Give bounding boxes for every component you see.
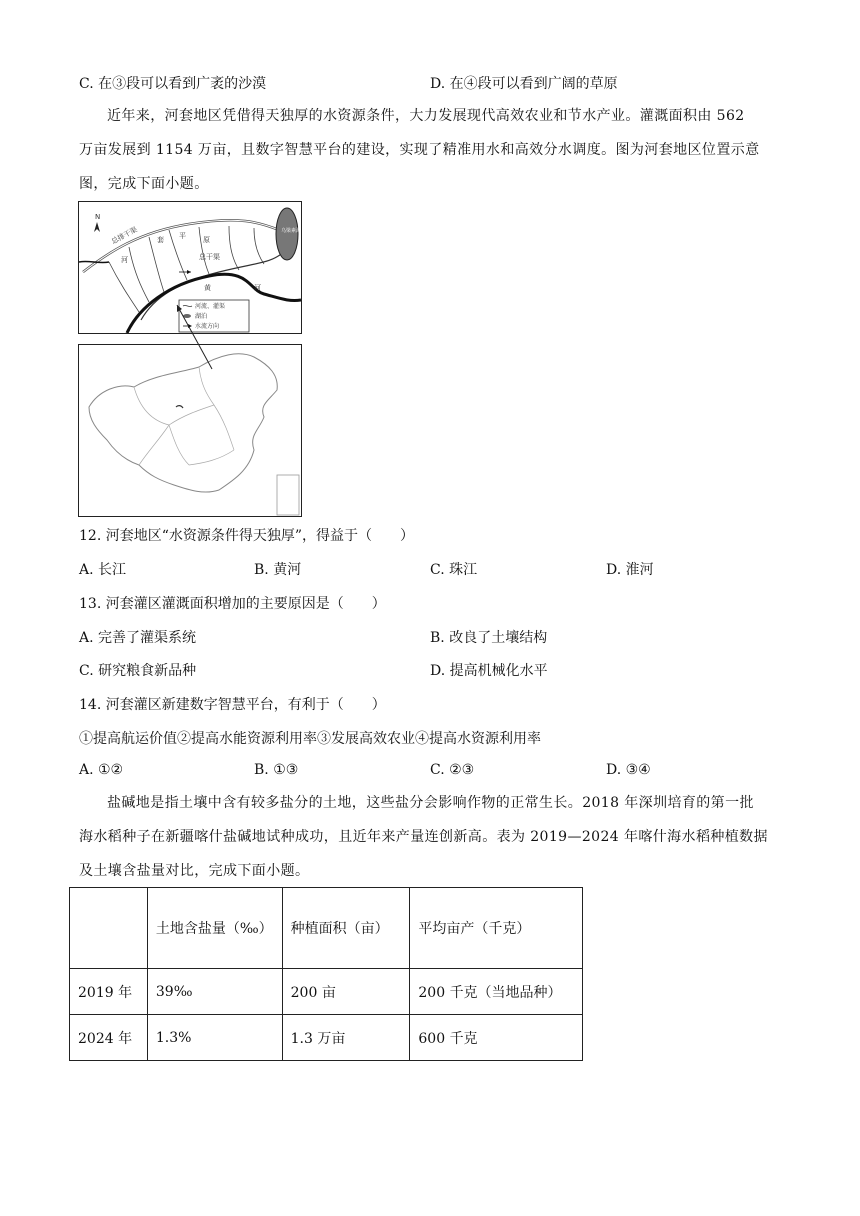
table-header-cell: 平均亩产（千克） [410,888,583,969]
passage-hetao-line3: 图，完成下面小题。 [79,176,209,192]
q12-option-c[interactable]: C. 珠江 [430,562,478,578]
q12-option-b[interactable]: B. 黄河 [254,562,302,578]
china-map-svg [79,345,301,516]
legend-river: 河流、灌渠 [195,303,226,310]
legend-lake: 湖泊 [195,313,208,320]
q13-option-a[interactable]: A. 完善了灌渠系统 [79,630,197,646]
q13-option-b[interactable]: B. 改良了土壤结构 [430,630,548,646]
table-cell: 39‰ [147,969,282,1015]
passage-saline-line2: 海水稻种子在新疆喀什盐碱地试种成功，且近年来产量连创新高。表为 2019—2024 年喀什海水稻种植数据 [79,829,768,845]
huang-label: 黄 [204,284,211,292]
ping-label: 平 [179,232,186,240]
table-header-cell: 种植面积（亩） [282,888,410,969]
wuliangsuhai-lake [276,208,298,260]
q13-option-d[interactable]: D. 提高机械化水平 [430,663,548,679]
table-header-cell [70,888,148,969]
table-cell: 200 千克（当地品种） [410,969,583,1015]
passage-saline [79,786,784,888]
he-label-2: 河 [254,284,261,292]
table-row [70,969,583,1015]
q14-items: ①提高航运价值②提高水能资源利用率③发展高效农业④提高水资源利用率 [79,731,541,747]
table-cell: 200 亩 [282,969,410,1015]
legend-flow: 水流方向 [195,323,220,330]
prev-option-d: D. 在④段可以看到广阔的草原 [430,76,618,92]
tao-label: 套 [157,236,164,244]
q14-option-d[interactable]: D. ③④ [606,762,651,778]
table-cell: 2019 年 [70,969,148,1015]
yuan-label: 原 [203,236,210,244]
q14-option-a[interactable]: A. ①② [79,762,124,778]
table-cell: 1.3% [147,1015,282,1061]
zonggan-label: 总干渠 [199,253,220,261]
north-arrow-icon [94,222,100,232]
passage-saline-line3: 及土壤含盐量对比，完成下面小题。 [79,863,310,879]
table-cell: 2024 年 [70,1015,148,1061]
north-label: N [95,213,101,221]
q14-option-c[interactable]: C. ②③ [430,762,475,778]
location-pointer-line [78,300,300,370]
table-header-row [70,888,583,969]
table-cell: 1.3 万亩 [282,1015,410,1061]
q14-stem: 14. 河套灌区新建数字智慧平台，有利于（ ） [79,697,386,713]
passage-hetao-line1: 近年来，河套地区凭借得天独厚的水资源条件，大力发展现代高效农业和节水产业。灌溉面积由 562 [107,108,745,124]
q12-option-d[interactable]: D. 淮河 [606,562,654,578]
q12-option-a[interactable]: A. 长江 [79,562,127,578]
table-row [70,1015,583,1061]
passage-saline-line1: 盐碱地是指土壤中含有较多盐分的土地，这些盐分会影响作物的正常生长。2018 年深圳培育的第一批 [107,795,754,811]
passage-hetao-line2: 万亩发展到 1154 万亩，且数字智慧平台的建设，实现了精准用水和高效分水调度。图为河套地区位置示意 [79,142,760,158]
q14-option-b[interactable]: B. ①③ [254,762,299,778]
lake-label: 乌梁素海 [281,228,301,234]
he-label-1: 河 [121,256,128,264]
q13-stem: 13. 河套灌区灌溉面积增加的主要原因是（ ） [79,596,386,612]
table-cell: 600 千克 [410,1015,583,1061]
q12-stem: 12. 河套地区“水资源条件得天独厚”，得益于（ ） [79,528,415,544]
prev-option-c: C. 在③段可以看到广袤的沙漠 [79,76,267,92]
table-header-cell: 土地含盐量（‰） [147,888,282,969]
seawater-rice-table [69,887,583,1061]
passage-hetao [79,99,784,201]
q13-option-c[interactable]: C. 研究粮食新品种 [79,663,197,679]
zongpai-label: 总排干渠 [110,225,139,246]
